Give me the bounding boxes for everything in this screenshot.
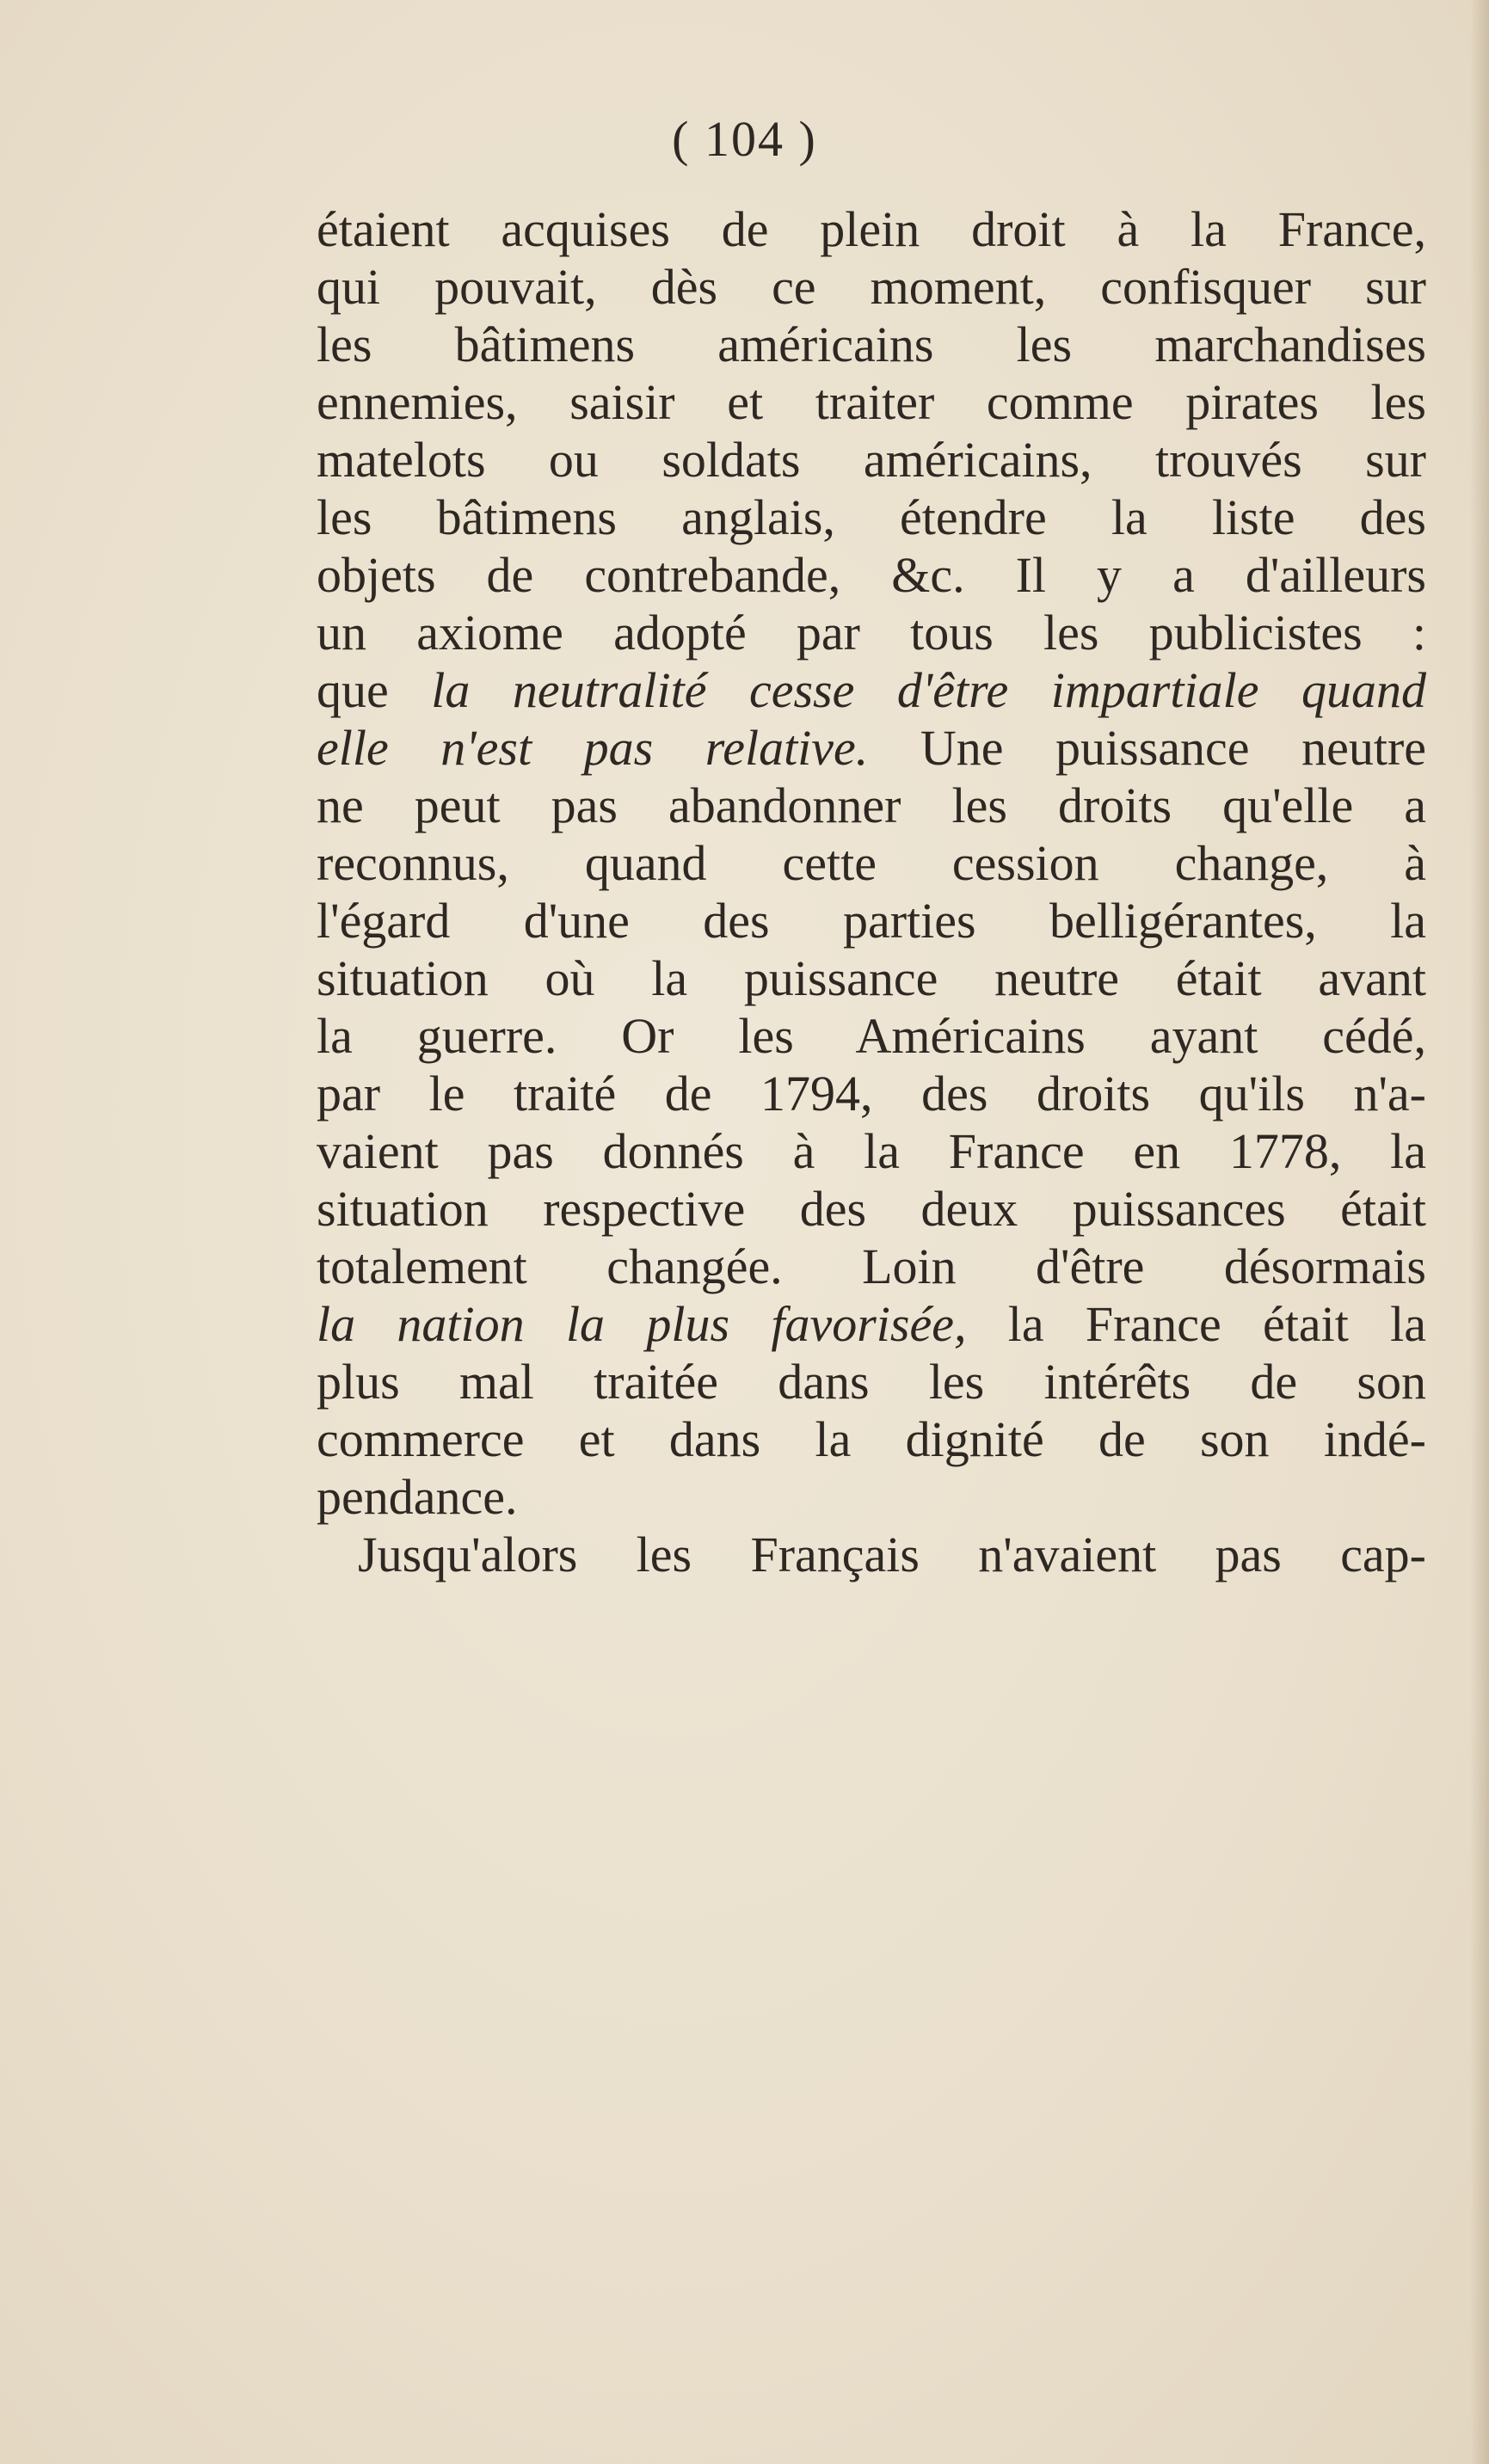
text-line-24: Jusqu'alors les Français n'avaient pas cap- <box>358 1527 1426 1582</box>
text-line-10-post: Une puissance neutre <box>868 720 1426 776</box>
text-line-17: vaient pas donnés à la France en 1778, la <box>317 1123 1426 1179</box>
text-line-9-pre: que <box>317 662 432 718</box>
text-line-16: par le traité de 1794, des droits qu'ils n'a- <box>317 1066 1426 1121</box>
text-line-12: reconnus, quand cette cession change, à <box>317 835 1426 891</box>
text-line-7: objets de contrebande, &c. Il y a d'ailleurs <box>317 547 1426 603</box>
text-line-19: totalement changée. Loin d'être désormais <box>317 1238 1426 1294</box>
text-line-23: pendance. <box>317 1469 518 1525</box>
text-line-20-italic: la nation la plus favorisée, <box>317 1296 967 1352</box>
text-line-6: les bâtimens anglais, étendre la liste des <box>317 489 1426 545</box>
text-line-21: plus mal traitée dans les intérêts de son <box>317 1354 1426 1410</box>
text-line-20-post: la France était la <box>966 1296 1426 1352</box>
text-line-10-italic: elle n'est pas relative. <box>317 720 869 776</box>
page-edge-shadow <box>1470 0 1489 2464</box>
text-line-18: situation respective des deux puissances était <box>317 1181 1426 1237</box>
text-line-1: étaient acquises de plein droit à la France, <box>317 201 1426 257</box>
text-line-8: un axiome adopté par tous les publicistes : <box>317 605 1426 661</box>
text-line-9-italic: la neutralité cesse d'être impartiale quand <box>431 662 1426 718</box>
text-line-14: situation où la puissance neutre était avant <box>317 950 1426 1006</box>
text-line-4: ennemies, saisir et traiter comme pirates les <box>317 374 1426 430</box>
text-line-2: qui pouvait, dès ce moment, confisquer sur <box>317 259 1426 315</box>
text-line-9 <box>317 661 1426 719</box>
page-number: ( 104 ) <box>672 111 817 167</box>
text-line-20 <box>317 1295 1426 1353</box>
text-line-10 <box>317 719 1426 777</box>
text-line-15: la guerre. Or les Américains ayant cédé, <box>317 1008 1426 1064</box>
text-line-3: les bâtimens américains les marchandises <box>317 316 1426 372</box>
body-text <box>317 200 1426 1583</box>
text-line-5: matelots ou soldats américains, trouvés sur <box>317 432 1426 488</box>
text-line-13: l'égard d'une des parties belligérantes, la <box>317 893 1426 949</box>
text-line-22: commerce et dans la dignité de son indé- <box>317 1411 1426 1467</box>
text-line-11: ne peut pas abandonner les droits qu'elle a <box>317 777 1426 833</box>
